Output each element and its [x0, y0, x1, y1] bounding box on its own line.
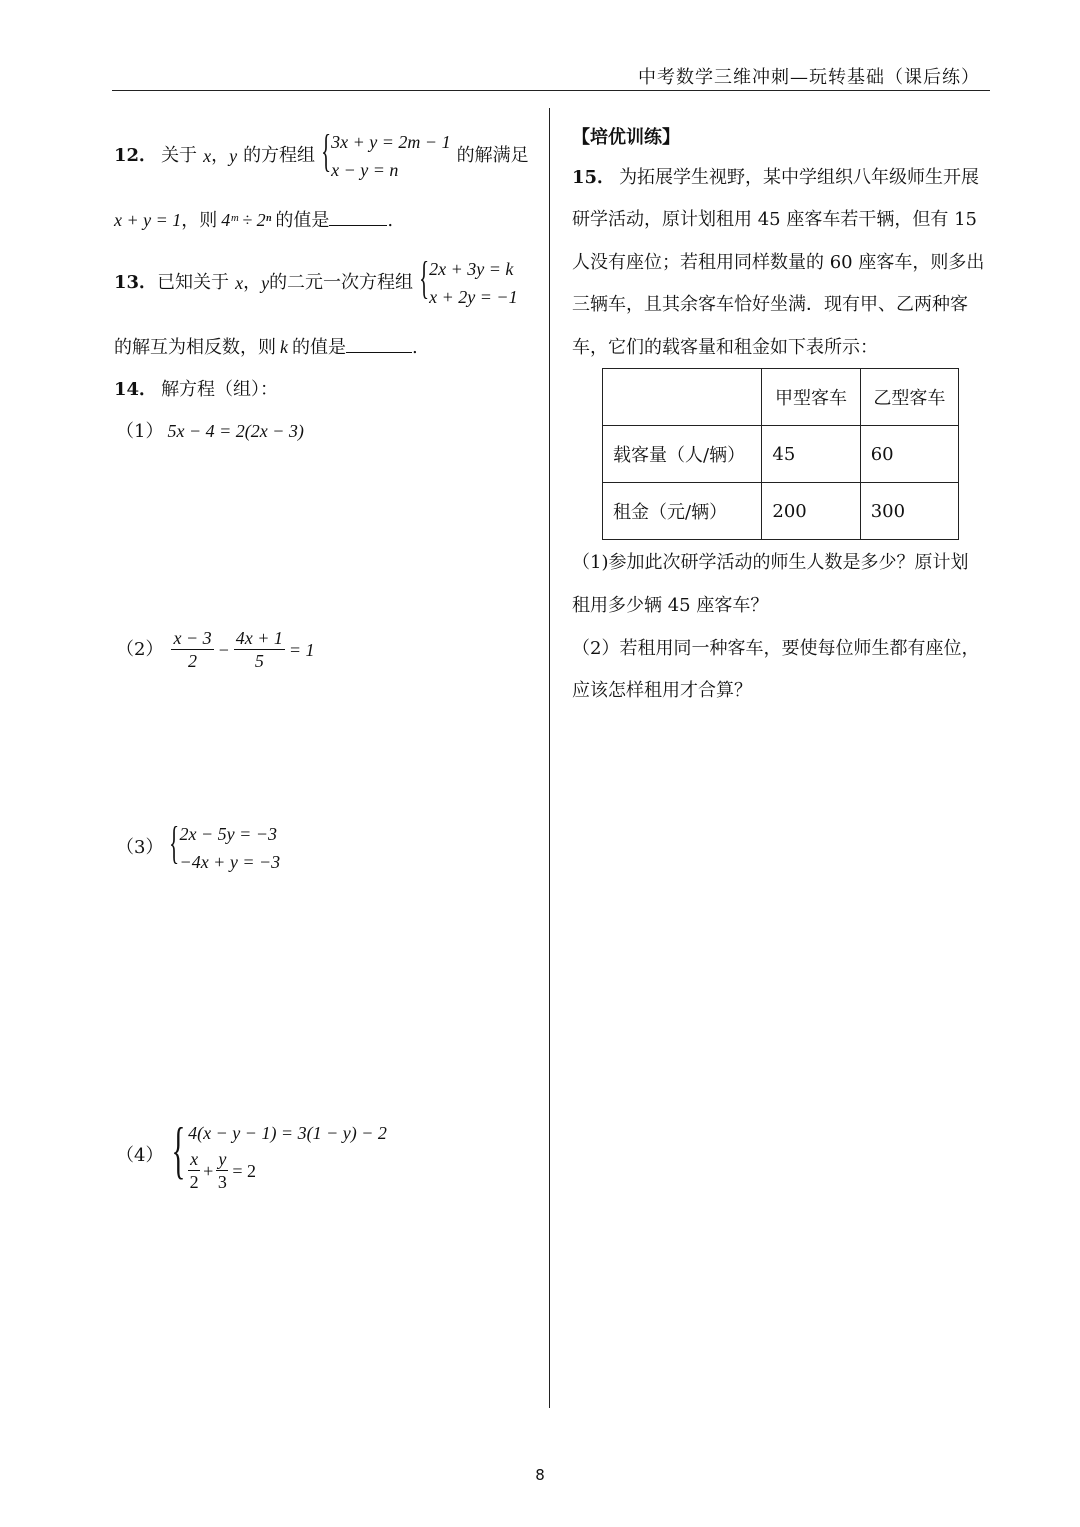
q13-line2	[114, 335, 418, 360]
q14-p4-rhs: = 2	[232, 1160, 256, 1181]
q12-system	[315, 125, 451, 184]
q14-p4-brace: {	[171, 1114, 186, 1185]
q12-var-x: x	[203, 146, 212, 166]
q13-eq2: x + 2y = −1	[429, 287, 518, 307]
q13-end: .	[412, 337, 418, 358]
q15-sub1-line-1: （1)参加此次研学活动的师生人数是多少？原计划	[572, 552, 969, 573]
table-cell: 200	[762, 483, 860, 540]
q14-title-line	[114, 378, 278, 402]
q13-line1	[114, 252, 518, 311]
q14-p2-f2-numerator: 4x + 1	[235, 628, 283, 648]
q15-text-line-2: 研学活动，原计划租用 45 座客车若干辆，但有 15	[572, 209, 977, 230]
q14-p2-minus: −	[217, 639, 230, 660]
q15-text-line-5: 车，它们的载客量和租金如下表所示：	[572, 337, 878, 358]
q14-p2-label: （2）	[116, 638, 164, 660]
q12-condition: x + y = 1	[114, 210, 182, 230]
page-number: 8	[535, 1466, 545, 1484]
q12-expression: 4ᵐ ÷ 2ⁿ	[221, 210, 272, 230]
table-header-cell	[603, 369, 762, 426]
section-title: 【培优训练】	[572, 127, 680, 148]
q15-sub2-line-2: 应该怎样租用才合算？	[572, 680, 752, 701]
q13-system	[413, 252, 518, 311]
q14-p1-equation: 5x − 4 = 2(2x − 3)	[167, 421, 304, 441]
q12-text-b: 的方程组	[243, 145, 316, 166]
q14-p4-label: （4）	[116, 1144, 164, 1166]
q15-line-1	[572, 166, 979, 190]
table-cell: 60	[860, 426, 958, 483]
q14-p2-fraction-1	[171, 627, 213, 672]
q12-var-y: y	[229, 146, 238, 166]
q12-end: .	[387, 210, 394, 231]
q12-comma: ，	[211, 145, 230, 166]
q15-text-line-4: 三辆车，且其余客车恰好坐满．现有甲、乙两种客	[572, 294, 968, 315]
q14-part4	[116, 1114, 387, 1193]
q14-title: 解方程（组）：	[161, 379, 279, 400]
q13-text-b: 的二元一次方程组	[269, 272, 414, 293]
rental-table	[602, 368, 959, 540]
q13-text-a: 已知关于	[157, 272, 230, 293]
q14-p4-fraction-2	[216, 1148, 228, 1193]
q14-p3-label: （3）	[116, 837, 164, 858]
table-row	[603, 483, 959, 540]
q14-p2-rhs: = 1	[288, 639, 315, 660]
table-row	[603, 426, 959, 483]
q12-brace: {	[321, 125, 332, 176]
q14-p4-eq1: 4(x − y − 1) = 3(1 − y) − 2	[188, 1123, 387, 1143]
q14-p3-brace: {	[169, 817, 180, 868]
q15-sub2-line-1: （2）若租用同一种客车，要使每位师生都有座位，	[572, 638, 980, 659]
q14-p4-f2-denominator: 3	[217, 1172, 227, 1192]
q14-p3-eq1: 2x − 5y = −3	[179, 824, 277, 844]
q14-p4-f1-denominator: 2	[189, 1172, 199, 1192]
q12-text-c: 的解满足	[456, 145, 529, 166]
q14-p4-plus: +	[203, 1160, 214, 1181]
q15-text-line-1: 为拓展学生视野，某中学组织八年级师生开展	[619, 167, 980, 188]
q13-number: 13．	[114, 272, 158, 293]
q13-var-x: x	[235, 273, 244, 293]
q14-part1	[116, 419, 304, 444]
q15-number: 15．	[572, 167, 616, 188]
q13-text-c: 的解互为相反数，则	[114, 337, 276, 358]
q12-eq1: 3x + y = 2m − 1	[331, 132, 451, 152]
q15-text-line-3: 人没有座位；若租用同样数量的 60 座客车，则多出	[572, 252, 985, 273]
q13-eq1: 2x + 3y = k	[429, 259, 514, 279]
header-title: 中考数学三维冲刺—玩转基础（课后练）	[638, 67, 980, 88]
table-header-cell: 甲型客车	[762, 369, 860, 426]
table-cell: 300	[860, 483, 958, 540]
header-divider	[112, 90, 990, 91]
q13-var-k: k	[280, 337, 288, 357]
q14-p3-system	[163, 817, 281, 876]
q12-answer-blank	[329, 225, 387, 226]
q12-text-d: ，则	[181, 210, 218, 231]
q14-part2	[116, 627, 315, 672]
q13-brace: {	[419, 252, 430, 303]
q14-p4-eq2	[188, 1148, 387, 1193]
q13-comma: ，	[243, 272, 262, 293]
q12-number: 12．	[114, 145, 158, 166]
q13-var-y: y	[261, 273, 270, 293]
q14-p3-eq2: −4x + y = −3	[179, 852, 281, 872]
q14-p2-fraction-2	[234, 627, 285, 672]
table-cell: 45	[762, 426, 860, 483]
q12-line2	[114, 208, 393, 233]
q14-p4-system	[163, 1114, 387, 1193]
q14-p4-f1-numerator: x	[190, 1149, 199, 1169]
q13-text-d: 的值是	[292, 337, 346, 358]
q14-number: 14．	[114, 379, 158, 400]
q12-text-a: 关于	[161, 145, 198, 166]
q14-p4-fraction-1	[188, 1148, 200, 1193]
q12-eq2: x − y = n	[331, 160, 399, 180]
table-header-cell: 乙型客车	[860, 369, 958, 426]
table-cell: 租金（元/辆）	[603, 483, 762, 540]
column-divider	[549, 108, 550, 1408]
q13-answer-blank	[346, 352, 412, 353]
q12-line1	[114, 125, 529, 184]
q14-part3	[116, 817, 281, 876]
q14-p2-f2-denominator: 5	[254, 651, 264, 671]
table-header-row	[603, 369, 959, 426]
q14-p2-f1-denominator: 2	[188, 651, 198, 671]
table-cell: 载客量（人/辆）	[603, 426, 762, 483]
q14-p4-f2-numerator: y	[218, 1149, 227, 1169]
q14-p2-f1-numerator: x − 3	[173, 628, 212, 648]
q12-text-e: 的值是	[275, 210, 330, 231]
q15-sub1-line-2: 租用多少辆 45 座客车？	[572, 595, 769, 616]
q14-p1-label: （1）	[116, 421, 164, 442]
